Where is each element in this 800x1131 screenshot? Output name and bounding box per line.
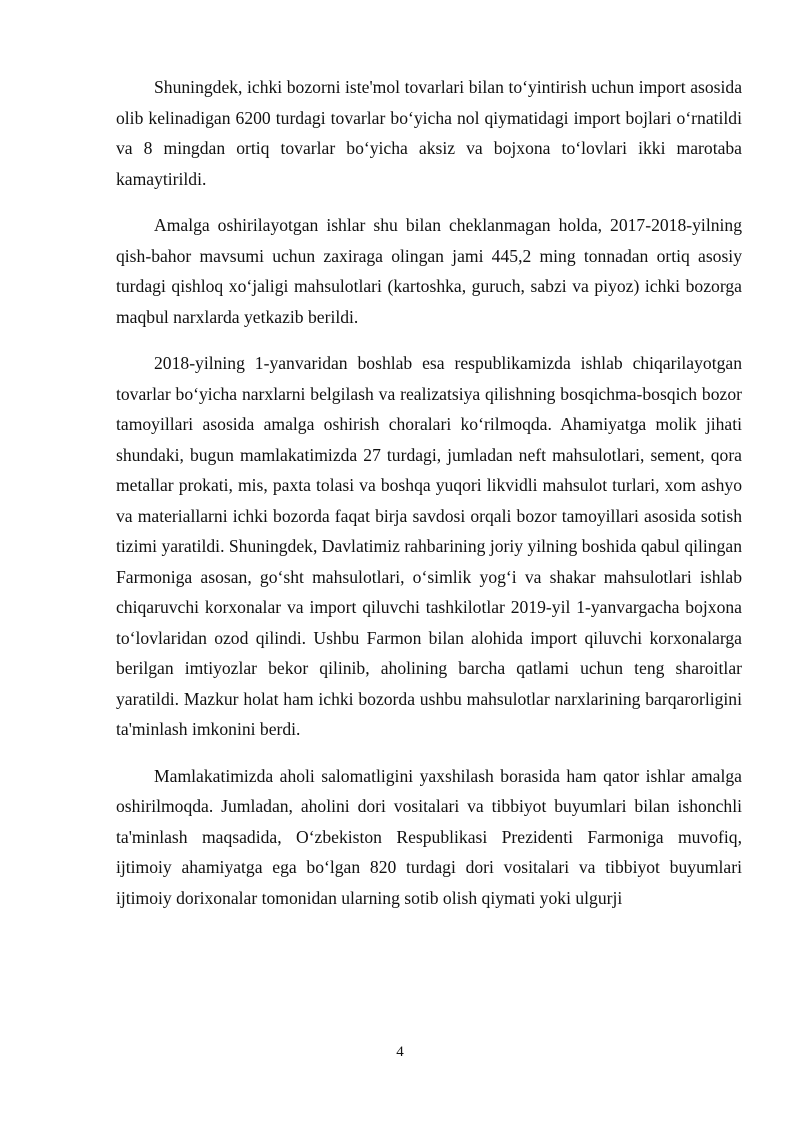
paragraph-3: 2018-yilning 1-yanvaridan boshlab esa respublikamizda ishlab chiqarilayotgan tovarlar bo‘yicha narxlarni belgilash va realizatsiya qilishning bosqichma-bosqich bozor tamoyillari asosida amalga oshirish choralari ko‘rilmoqda. Ahamiyatga molik jihati shundaki, bugun mamlakatimizda 27 turdagi, jumladan neft mahsulotlari, sement, qora metallar prokati, mis, paxta tolasi va boshqa yuqori likvidli mahsulot turlari, xom ashyo va materiallarni ichki bozorda faqat birja savdosi orqali bozor tamoyillari asosida sotish tizimi yaratildi. Shuningdek, Davlatimiz rahbarining joriy yilning boshida qabul qilingan Farmoniga asosan, go‘sht mahsulotlari, o‘simlik yog‘i va shakar mahsulotlari ishlab chiqaruvchi korxonalar va import qiluvchi tashkilotlar 2019-yil 1-yanvargacha bojxona to‘lovlaridan ozod qilindi. Ushbu Farmon bilan alohida import qiluvchi korxonalarga berilgan imtiyozlar bekor qilinib, aholining barcha qatlami uchun teng sharoitlar yaratildi. Mazkur holat ham ichki bozorda ushbu mahsulotlar narxlarining barqarorligini ta'minlash imkonini berdi. xyxy=(116,353,742,739)
paragraph-1: Shuningdek, ichki bozorni iste'mol tovarlari bilan to‘yintirish uchun import asosida olib kelinadigan 6200 turdagi tovarlar bo‘yicha nol qiymatidagi import bojlari o‘rnatildi va 8 mingdan ortiq tovarlar bo‘yicha aksiz va bojxona to‘lovlari ikki marotaba kamaytirildi. xyxy=(116,77,742,189)
document-body xyxy=(116,72,742,929)
page-number: 4 xyxy=(396,1044,404,1060)
paragraph-2: Amalga oshirilayotgan ishlar shu bilan cheklanmagan holda, 2017-2018-yilning qish-bahor mavsumi uchun zaxiraga olingan jami 445,2 ming tonnadan ortiq asosiy turdagi qishloq xo‘jaligi mahsulotlari (kartoshka, guruch, sabzi va piyoz) ichki bozorga maqbul narxlarda yetkazib berildi. xyxy=(116,215,742,327)
paragraph-4: Mamlakatimizda aholi salomatligini yaxshilash borasida ham qator ishlar amalga oshirilmoqda. Jumladan, aholini dori vositalari va tibbiyot buyumlari bilan ishonchli ta'minlash maqsadida, O‘zbekiston Respublikasi Prezidenti Farmoniga muvofiq, ijtimoiy ahamiyatga ega bo‘lgan 820 turdagi dori vositalari va tibbiyot buyumlari ijtimoiy dorixonalar tomonidan ularning sotib olish qiymati yoki ulgurji xyxy=(116,765,742,908)
